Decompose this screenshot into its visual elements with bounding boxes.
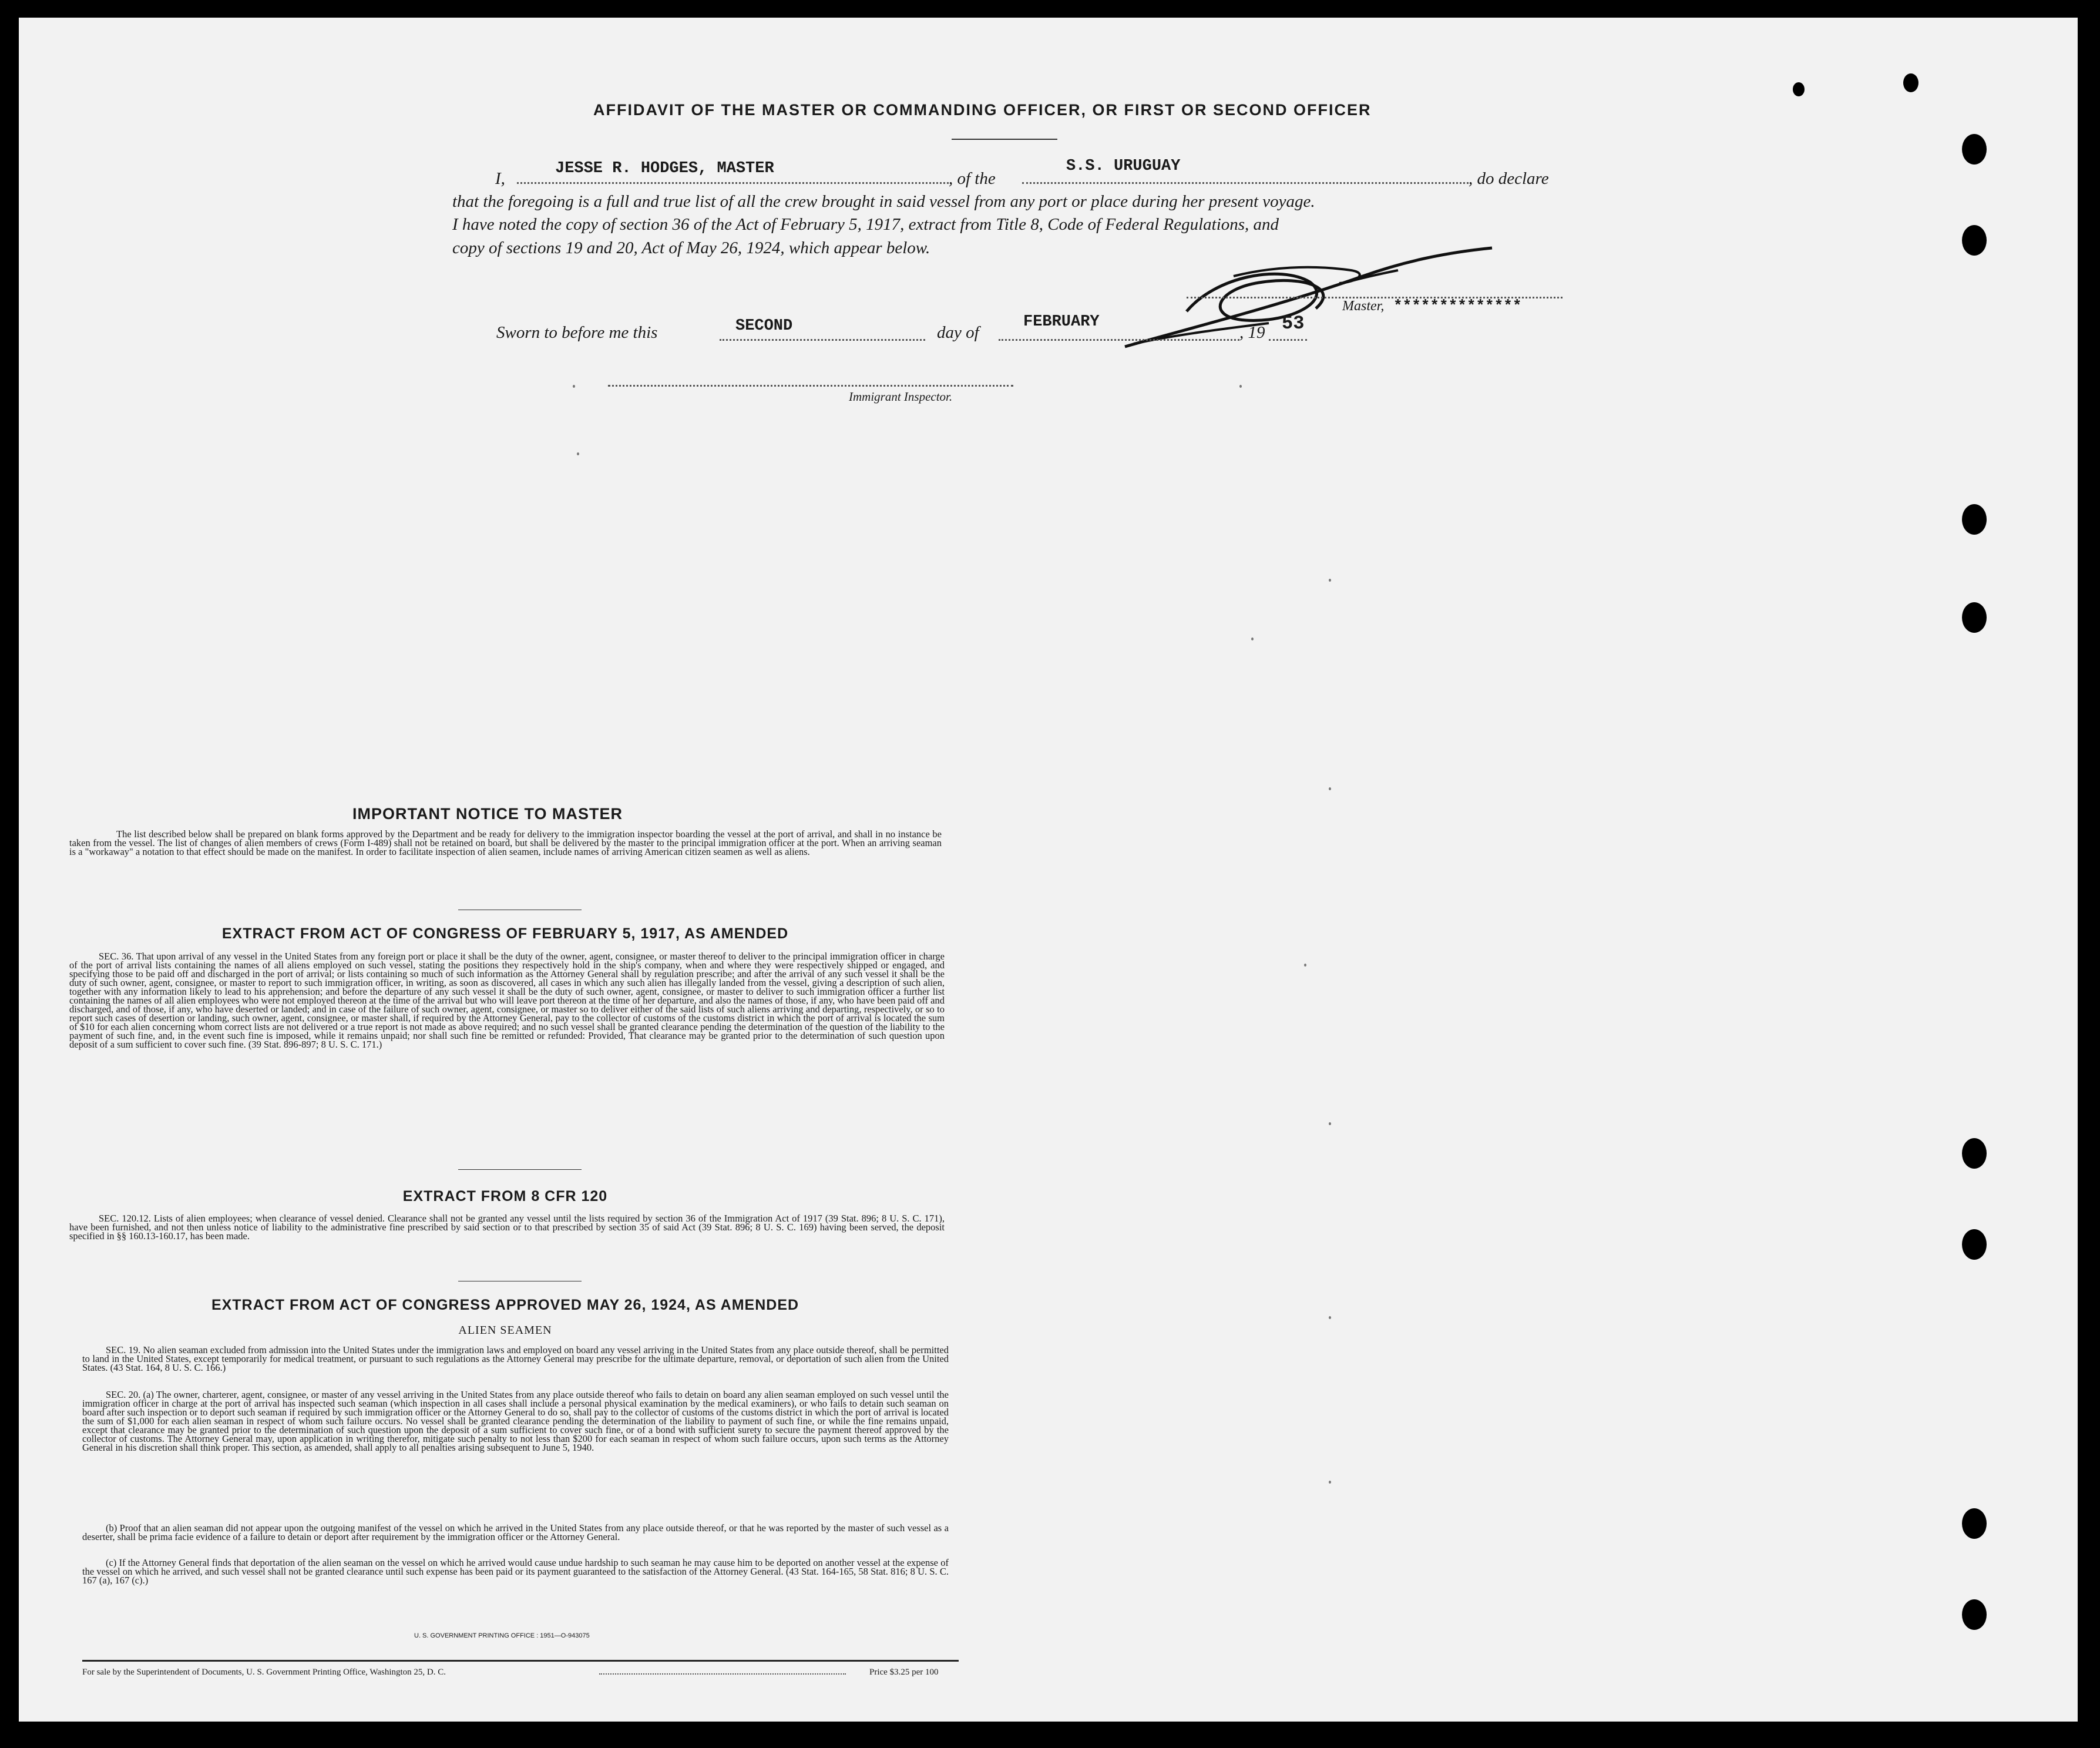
extract-1924-heading: EXTRACT FROM ACT OF CONGRESS APPROVED MAY 26, 1924, AS AMENDED <box>211 1297 799 1313</box>
master-name-value: JESSE R. HODGES, MASTER <box>555 160 774 177</box>
notice-text: The list described below shall be prepared on blank forms approved by the Department and be ready for delivery to the immigration inspector boarding the vessel at the port of arrival, and shall in no instance be taken from the vessel. The list of changes of alien members of crews (Form I-489) shall not be retained on board, but shall be delivered by the master to the principal immigration officer at the port. When an arriving seaman is a "workaway" a notation to that effect should be made on the manifest. In order to facilitate inspection of alien seamen, include names of arriving American citizen seamen as well as aliens. <box>69 828 942 857</box>
declaration-line-2: that the foregoing is a full and true list of all the crew brought in said vessel from any port or place during her present voyage. <box>452 192 1315 211</box>
sworn-month-value: FEBRUARY <box>1023 313 1100 331</box>
punch-hole-1 <box>1962 134 1987 165</box>
speck <box>1251 638 1254 640</box>
footer-rule <box>82 1660 959 1662</box>
extract-cfr-heading: EXTRACT FROM 8 CFR 120 <box>402 1188 608 1205</box>
sworn-year-line <box>1269 339 1307 341</box>
sec20b-text: (b) Proof that an alien seaman did not appear upon the outgoing manifest of the vessel on which he arrived in the United States from any place outside thereof, or that he was reported by the master of such vessel as a deserter, shall be prima facie evidence of a failure to detain or deport after requirement by the immigration officer or the Attorney General. <box>82 1522 949 1542</box>
title-underline <box>952 139 1057 140</box>
sworn-day-value: SECOND <box>735 317 793 335</box>
extract-cfr-text: SEC. 120.12. Lists of alien employees; when clearance of vessel denied. Clearance shall not be granted any vessel until the lists required by section 36 of the Immigration Act of 1917 (39 Stat. 896; 8 U. S. C. 171), have been furnished, and not then unless notice of liability to the administrative fine prescribed by said section or to that prescribed by section 35 of said Act (39 Stat. 896; 8 U. S. C. 169) having been served, the deposit specified in §§ 160.13-160.17, has been made. <box>69 1213 945 1242</box>
name-field-line <box>517 182 949 184</box>
punch-hole-small-2 <box>1793 82 1805 96</box>
punch-hole-8 <box>1962 1599 1987 1630</box>
divider-2 <box>458 1169 582 1170</box>
speck <box>1329 1122 1331 1125</box>
speck <box>573 385 575 388</box>
year-prefix: , 19 <box>1239 323 1265 342</box>
price-note: Price $3.25 per 100 <box>869 1668 939 1677</box>
speck <box>1329 1481 1331 1484</box>
punch-hole-4 <box>1962 602 1987 633</box>
inspector-label: Immigrant Inspector. <box>849 390 953 404</box>
sec19-text: SEC. 19. No alien seaman excluded from admission into the United States under the immigration laws and employed on board any vessel arriving in the United States from any place outside thereof, shall be permitted to land in the United States, except temporarily for medical treatment, or pursuant to such regulations as the Attorney General may prescribe for the ultimate departure, removal, or deportation of such alien from the United States. (43 Stat. 164, 8 U. S. C. 166.) <box>82 1344 949 1373</box>
affidavit-title: AFFIDAVIT OF THE MASTER OR COMMANDING OFFICER, OR FIRST OR SECOND OFFICER <box>593 101 1372 119</box>
sale-note: For sale by the Superintendent of Documents, U. S. Government Printing Office, Washington 25, D. C. <box>82 1668 446 1677</box>
punch-hole-small-1 <box>1903 73 1918 92</box>
document-page <box>19 18 2078 1722</box>
punch-hole-7 <box>1962 1508 1987 1539</box>
speck <box>577 452 579 455</box>
printing-office-note: U. S. GOVERNMENT PRINTING OFFICE : 1951—O-943075 <box>414 1632 590 1639</box>
punch-hole-2 <box>1962 225 1987 256</box>
declaration-line-3: I have noted the copy of section 36 of the Act of February 5, 1917, extract from Title 8, Code of Federal Regulations, and <box>452 215 1279 234</box>
inspector-signature-line <box>608 385 1013 387</box>
do-declare-label: , do declare <box>1469 169 1549 188</box>
punch-hole-5 <box>1962 1138 1987 1169</box>
sworn-year-value: 53 <box>1282 313 1305 334</box>
speck <box>1329 579 1331 582</box>
sec20c-text: (c) If the Attorney General finds that deportation of the alien seaman on the vessel on which he arrived would cause undue hardship to such seaman he may cause him to be deported on another vessel at the expense of the vessel on which he arrived, and such vessel shall not be granted clearance until such expense has been paid or its payment guaranteed to the satisfaction of the Attorney General. (43 Stat. 164-165, 58 Stat. 816; 8 U. S. C. 167 (a), 167 (c).) <box>82 1557 949 1586</box>
footer-leader-dots <box>599 1673 846 1675</box>
speck <box>1304 964 1306 967</box>
i-label: I, <box>495 169 505 188</box>
punch-hole-6 <box>1962 1229 1987 1260</box>
of-the-label: , of the <box>949 169 996 188</box>
notice-heading: IMPORTANT NOTICE TO MASTER <box>352 805 623 823</box>
speck <box>1239 385 1242 388</box>
declaration-line-4: copy of sections 19 and 20, Act of May 26, 1924, which appear below. <box>452 239 930 257</box>
vessel-name-value: S.S. URUGUAY <box>1066 157 1181 175</box>
master-label: Master, <box>1342 298 1385 314</box>
alien-seamen-subheading: ALIEN SEAMEN <box>458 1324 552 1337</box>
speck <box>1329 1316 1331 1319</box>
vessel-field-line <box>1022 182 1469 184</box>
extract-1917-text: SEC. 36. That upon arrival of any vessel in the United States from any foreign port or place it shall be the duty of the owner, agent, consignee, or master thereof to deliver to the principal immigration officer in charge of the port of arrival lists containing the names of all aliens employed on such vessel, stating the positions they respectively hold in the ship's company, when and where they were respectively shipped or engaged, and specifying those to be paid off and discharged in the port of arrival; or lists containing so much of such information as the Attorney General shall by regulation prescribe; and after the arrival of any such vessel it shall be the duty of such owner, agent, consignee, or master to report to such immigration officer, in writing, as soon as discovered, all cases in which any such alien has illegally landed from the vessel, giving a description of such alien, together with any information likely to lead to his apprehension; and before the departure of any such vessel it shall be the duty of such owner, agent, consignee, or master to deliver to such immigration officer a further list containing the names of all alien employees who were not employed thereon at the time of the arrival but who will leave port thereon at the time of her departure, and also the names of those, if any, who have been paid off and discharged, and of those, if any, who have deserted or landed; and in case of the failure of such owner, agent, consignee, or master so to deliver either of the said lists of such aliens arriving and departing, respectively, or so to report such cases of desertion or landing, such owner, agent, consignee, or master shall, if required by the Attorney General, pay to the collector of customs of the customs district in which the port of arrival is located the sum of $10 for each alien concerning whom correct lists are not delivered or a true report is not made as above required; and no such vessel shall be granted clearance pending the determination of the question of the liability to the payment of such fine, and, in the event such fine is imposed, while it remains unpaid; nor shall such fine be remitted or refunded: Provided, That clearance may be granted prior to the determination of such question upon deposit of a sum sufficient to cover such fine. (39 Stat. 896-897; 8 U. S. C. 171.) <box>69 951 945 1050</box>
day-of-label: day of <box>937 323 979 342</box>
sworn-label: Sworn to before me this <box>496 323 658 342</box>
sworn-month-line <box>999 339 1239 341</box>
sworn-day-line <box>720 339 925 341</box>
sec20a-text: SEC. 20. (a) The owner, charterer, agent, consignee, or master of any vessel arriving in the United States from any place outside thereof who fails to detain on board any alien seaman employed on such vessel until the immigration officer in charge at the port of arrival has inspected such seaman (which inspection in all cases shall include a personal physical examination by the medical examiners), or who fails to detain such seaman on board after such inspection or to deport such seaman if required by such immigration officer or the Attorney General to do so, shall pay to the collector of customs of the customs district in which the port of arrival is located the sum of $1,000 for each alien seaman in respect of whom such failure occurs. No vessel shall be granted clearance pending the determination of the liability to payment of such fine, or while the fine remains unpaid, except that clearance may be granted prior to the determination of such question upon the deposit of a sum sufficient to cover such fine, or of a bond with sufficient surety to secure the payment thereof approved by the collector of customs. The Attorney General may, upon application in writing therefor, mitigate such penalty to not less than $200 for each seaman in respect of whom such failure occurs, upon such terms as the Attorney General in his discretion shall think proper. This section, as amended, shall apply to all penalties arising subsequent to June 5, 1940. <box>82 1389 949 1453</box>
extract-1917-heading: EXTRACT FROM ACT OF CONGRESS OF FEBRUARY 5, 1917, AS AMENDED <box>221 925 789 942</box>
struck-officer-title: ************** <box>1393 297 1522 315</box>
punch-hole-3 <box>1962 504 1987 535</box>
speck <box>1329 787 1331 790</box>
